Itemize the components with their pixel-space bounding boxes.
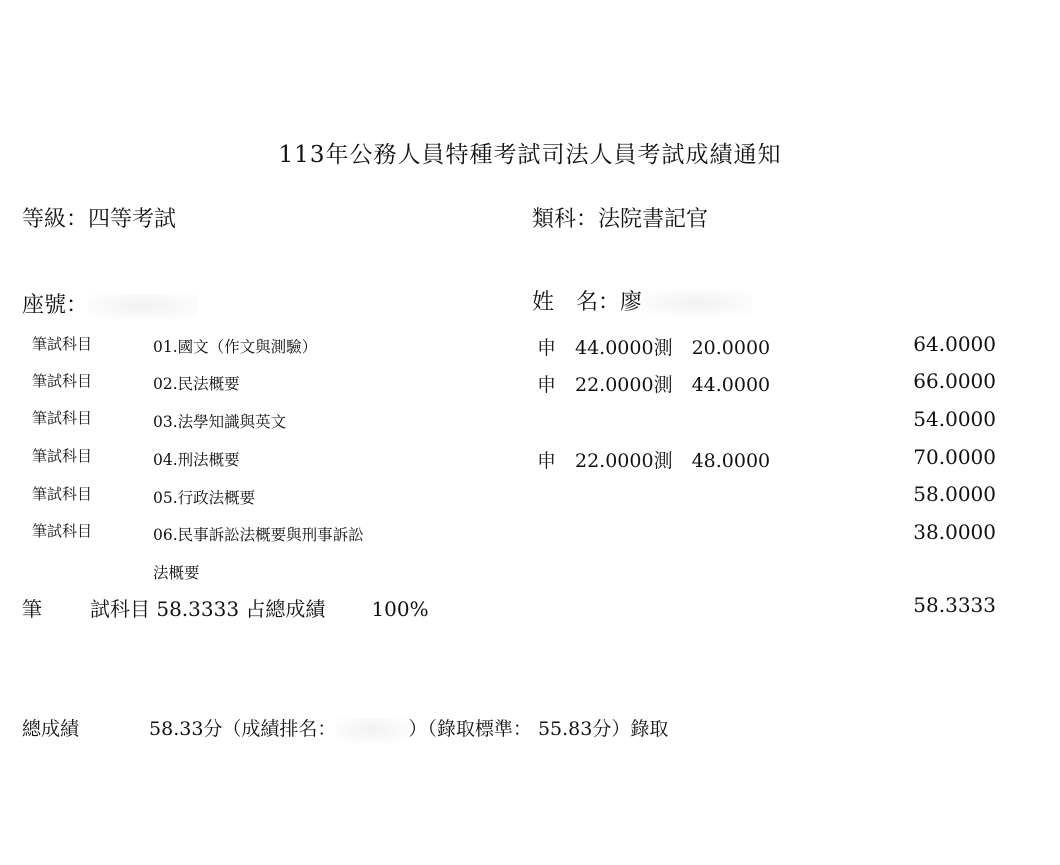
subject-score: 70.0000 bbox=[913, 445, 996, 469]
subject-score: 58.0000 bbox=[913, 482, 996, 506]
subject-name: 04.刑法概要 bbox=[153, 451, 240, 469]
subject-detail: 申 22.0000測 48.0000 bbox=[537, 450, 771, 472]
subject-row-label: 筆試科目 bbox=[32, 447, 93, 465]
name-label: 姓 名： bbox=[532, 290, 621, 315]
subject-name: 02.民法概要 bbox=[153, 375, 240, 393]
seat-value-redacted bbox=[88, 293, 198, 319]
category-value: 法院書記官 bbox=[598, 207, 709, 232]
name-redacted bbox=[642, 290, 752, 316]
subject-score: 38.0000 bbox=[913, 520, 996, 544]
total-label: 總成績 bbox=[22, 718, 80, 740]
subject-score: 54.0000 bbox=[913, 407, 996, 431]
subject-name: 06.民事訴訟法概要與刑事訴訟 bbox=[153, 526, 364, 544]
category-field bbox=[532, 202, 708, 233]
summary-score: 58.3333 bbox=[913, 593, 996, 617]
summary-weight-label: 占總成績 bbox=[245, 597, 326, 621]
subject-detail: 申 22.0000測 44.0000 bbox=[537, 374, 771, 396]
subject-name: 05.行政法概要 bbox=[153, 489, 256, 507]
grade-label: 等級： bbox=[22, 207, 89, 232]
subject-row-label: 筆試科目 bbox=[32, 372, 93, 390]
summary-label-rest: 試科目 bbox=[90, 597, 150, 621]
seat-field bbox=[22, 288, 198, 319]
total-score: 58.33分（成績排名： bbox=[149, 718, 337, 740]
subject-name-continued: 法概要 bbox=[153, 564, 200, 582]
seat-label: 座號： bbox=[22, 293, 89, 318]
summary-label-first: 筆 bbox=[22, 597, 42, 621]
page-title: 113年公務人員特種考試司法人員考試成績通知 bbox=[278, 142, 782, 168]
category-label: 類科： bbox=[532, 207, 599, 232]
subject-score: 64.0000 bbox=[913, 332, 996, 356]
summary-weight: 100% bbox=[371, 597, 429, 621]
grade-field bbox=[22, 202, 176, 233]
subject-score: 66.0000 bbox=[913, 369, 996, 393]
grade-value: 四等考試 bbox=[88, 207, 177, 232]
rank-redacted bbox=[336, 717, 408, 743]
subject-row-label: 筆試科目 bbox=[32, 485, 93, 503]
name-field bbox=[532, 285, 752, 316]
subject-row-label: 筆試科目 bbox=[32, 335, 93, 353]
subject-name: 03.法學知識與英文 bbox=[153, 413, 287, 431]
summary-average: 58.3333 bbox=[156, 597, 240, 621]
subject-detail: 申 44.0000測 20.0000 bbox=[537, 337, 771, 359]
subject-name: 01.國文（作文與測驗） bbox=[153, 338, 318, 356]
summary-label bbox=[90, 593, 429, 622]
subject-row-label: 筆試科目 bbox=[32, 522, 93, 540]
total-rest: ）（錄取標準： 55.83分）錄取 bbox=[408, 718, 669, 740]
total-line bbox=[22, 714, 668, 743]
subject-row-label: 筆試科目 bbox=[32, 409, 93, 427]
name-value: 廖 bbox=[620, 290, 643, 315]
